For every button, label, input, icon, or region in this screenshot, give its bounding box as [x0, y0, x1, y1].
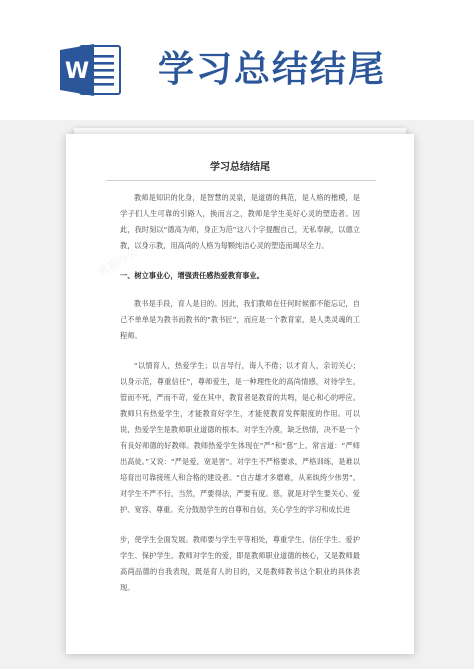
paragraph: 步，使学生全面发展。教师要与学生平等相处，尊重学生、信任学生、爱护学生、保护学生。教师对学生的爱，即是教师职业道德的核心，又是教师最高尚品德的自我表现，既是育人的目的，又是教师教书这个职业的具体表现。 [120, 535, 360, 592]
watermark: 熊猫办公 [95, 245, 141, 280]
watermark: 熊猫办公 [265, 385, 311, 420]
paragraph: “以情育人，热爱学生；以言导行，诲人不倦；以才育人，亲切关心；以身示范，尊重信任”，尊师爱生，是一种理性化的高尚情感，对待学生，管而不死，严而不苛，爱在其中，教育者是教育的共鸣，是心和心的呼应。教师只有热爱学生，才能教育好学生，才能使教育发挥限度的作用。可以说，热爱学生是教师职业道德的根本。对学生冷漠，缺乏热情，决不是一个有良好师德的好教师。教师热爱学生体现在“严”和“慈”上。常言道：“严师出高徒。”又说：“严是爱，宽是害”。对学生不严格要求，严格训练，是难以培育出可靠接班人和合格的建设者。“自古雄才多磨难，从来纨绔少伟男”。对学生不严不行，当然，严要得法，严要有度。慈，就是对学生要关心、爱护、宽容、尊重。充分鼓励学生的自尊和自信，关心学生的学习和成长进 [120, 361, 360, 514]
section-heading: 一、树立事业心，增强责任感热爱教育事业。 [120, 271, 264, 280]
title-divider [106, 180, 376, 181]
logo-letter: W [64, 59, 90, 84]
watermark: 熊猫办公 [125, 545, 171, 580]
banner-title: 学习总结结尾 [158, 49, 387, 90]
paragraph-intro: 教师是知识的化身，是智慧的灵泉，是道德的典范，是人格的楷模，是学子们人生可靠的引路人，换而言之，教师是学生美好心灵的塑造者。因此，我时刻以“德高为师，身正为范”这八个字提醒自己，无私奉献，以德立教，以身示教，用高尚的人格为每颗纯洁心灵的塑造而竭尽全力。 [120, 193, 360, 250]
document-page [66, 134, 414, 654]
document-title: 学习总结结尾 [210, 162, 270, 173]
word-app-icon [60, 42, 124, 98]
banner [0, 0, 474, 120]
paragraph: 教书是手段，育人是目的。因此，我们教师在任何时候都不能忘记，自己不单单是为教书而教书的“教书匠”，而应是一个教育家，是人类灵魂的工程师。 [120, 299, 360, 340]
document-body [120, 190, 360, 610]
